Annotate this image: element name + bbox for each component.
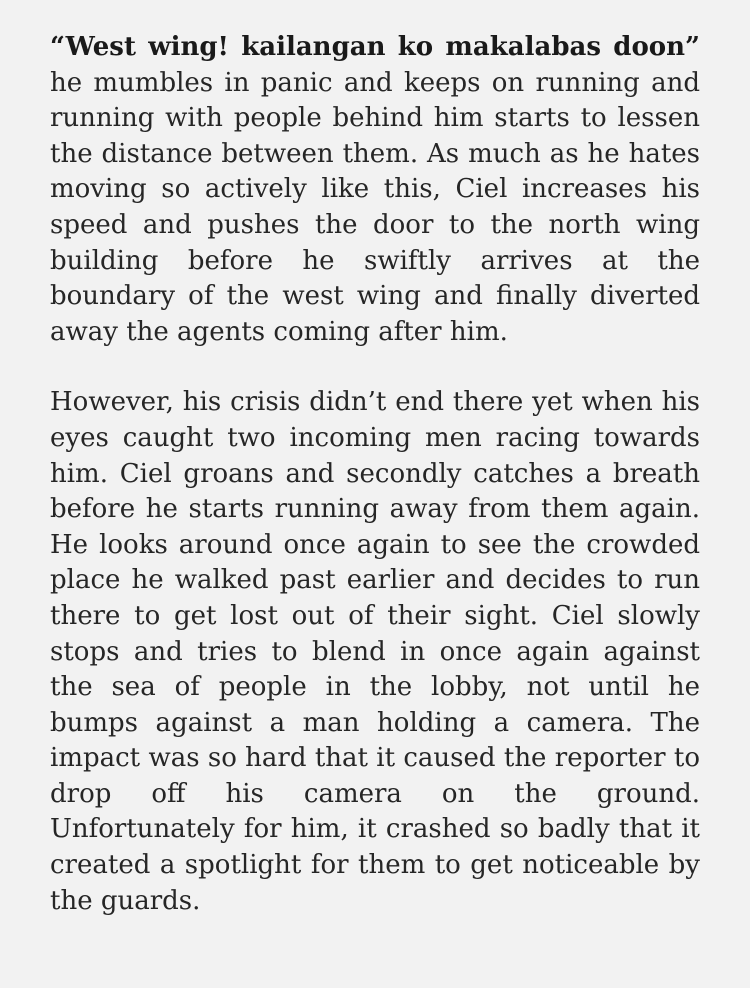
- paragraph-1: [50, 30, 700, 350]
- bold-quote: “West wing! kailangan ko makalabas doon”: [50, 32, 700, 62]
- paragraph-1-text: he mumbles in panic and keeps on running and running with people behind him starts to lessen the distance between them. As much as he hates moving so actively like this, Ciel increases his speed and pushes the door to the north wing building before he swiftly arrives at the boundary of the west wing and finally diverted away the agents coming after him.: [50, 67, 700, 347]
- paragraph-2: However, his crisis didn’t end there yet when his eyes caught two incoming men racing towards him. Ciel groans and secondly catches a breath before he starts running away from them again. He looks around once again to see the crowded place he walked past earlier and decides to run there to get lost out of their sight. Ciel slowly stops and tries to blend in once again against the sea of people in the lobby, not until he bumps against a man holding a camera. The impact was so hard that it caused the reporter to drop off his camera on the ground. Unfortunately for him, it crashed so badly that it created a spotlight for them to get noticeable by the guards.: [50, 387, 700, 916]
- story-text: [50, 30, 700, 954]
